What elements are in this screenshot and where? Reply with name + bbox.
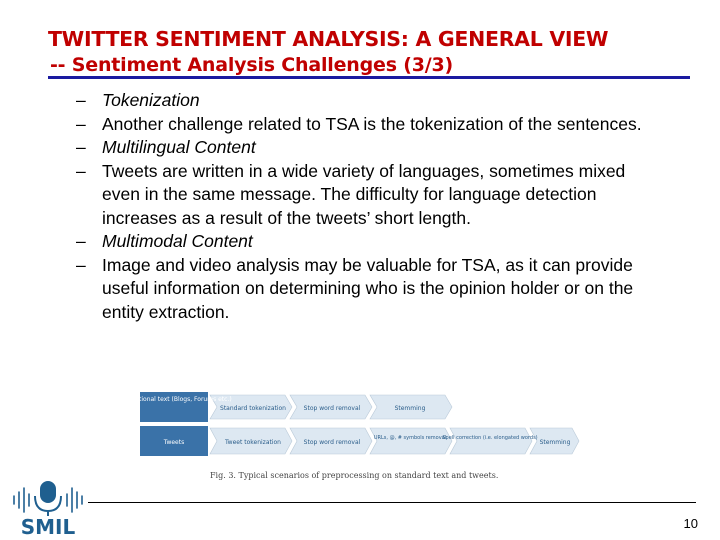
bullet-item <box>76 160 666 231</box>
fig-row1-source: Conventional text (Blogs, Forums etc.) <box>116 396 232 403</box>
bullet-dash: – <box>76 90 86 110</box>
bullet-dash: – <box>76 160 86 181</box>
microphone-icon <box>35 481 61 516</box>
title-line-1: TWITTER SENTIMENT ANALYSIS: A GENERAL VIEW <box>48 27 609 51</box>
smil-logo <box>8 478 88 538</box>
fig-row2-step: Stemming <box>539 439 571 446</box>
bullet-item <box>76 230 666 254</box>
slide-title <box>48 27 698 76</box>
bullet-item <box>76 254 666 325</box>
bullet-dash: – <box>76 137 86 157</box>
fig-row2-step: URLs, @, # symbols removal <box>373 435 447 441</box>
fig-row2-source: Tweets <box>163 439 185 446</box>
page-number: 10 <box>683 516 698 531</box>
flow-arrow <box>370 428 452 454</box>
bullet-text: Another challenge related to TSA is the tokenization of the sentences. <box>102 113 642 134</box>
title-line-2: -- Sentiment Analysis Challenges (3/3) <box>50 54 453 76</box>
bullet-list <box>76 89 666 324</box>
logo-text: SMIL <box>20 515 76 539</box>
bullet-dash: – <box>76 113 86 134</box>
footer-rule <box>88 502 696 503</box>
fig-row1-step: Stemming <box>394 405 426 412</box>
bullet-text: Multimodal Content <box>102 231 253 251</box>
fig-row1-step: Standard tokenization <box>220 405 286 412</box>
bullet-item <box>76 89 666 113</box>
fig-row1-step: Stop word removal <box>303 405 361 412</box>
bullet-text: Tokenization <box>102 90 200 110</box>
preprocessing-figure <box>116 390 580 486</box>
bullet-dash: – <box>76 254 86 275</box>
bullet-item <box>76 113 666 137</box>
fig-row2-step: Spell correction (i.e. elongated words) <box>442 435 538 441</box>
bullet-dash: – <box>76 231 86 251</box>
title-underline <box>48 76 690 79</box>
fig-row2-step: Stop word removal <box>303 439 361 446</box>
bullet-item <box>76 136 666 160</box>
flow-arrow <box>450 428 532 454</box>
bullet-text: Tweets are written in a wide variety of languages, sometimes mixed even in the same message. The difficulty for language detection increases as a result of the tweets’ short length. <box>102 160 626 228</box>
figure-caption: Fig. 3. Typical scenarios of preprocessing on standard text and tweets. <box>210 471 499 480</box>
bullet-text: Image and video analysis may be valuable for TSA, as it can provide useful information on determining who is the opinion holder or on the entity extraction. <box>102 254 634 322</box>
bullet-text: Multilingual Content <box>102 137 256 157</box>
fig-row2-step: Tweet tokenization <box>225 439 281 446</box>
